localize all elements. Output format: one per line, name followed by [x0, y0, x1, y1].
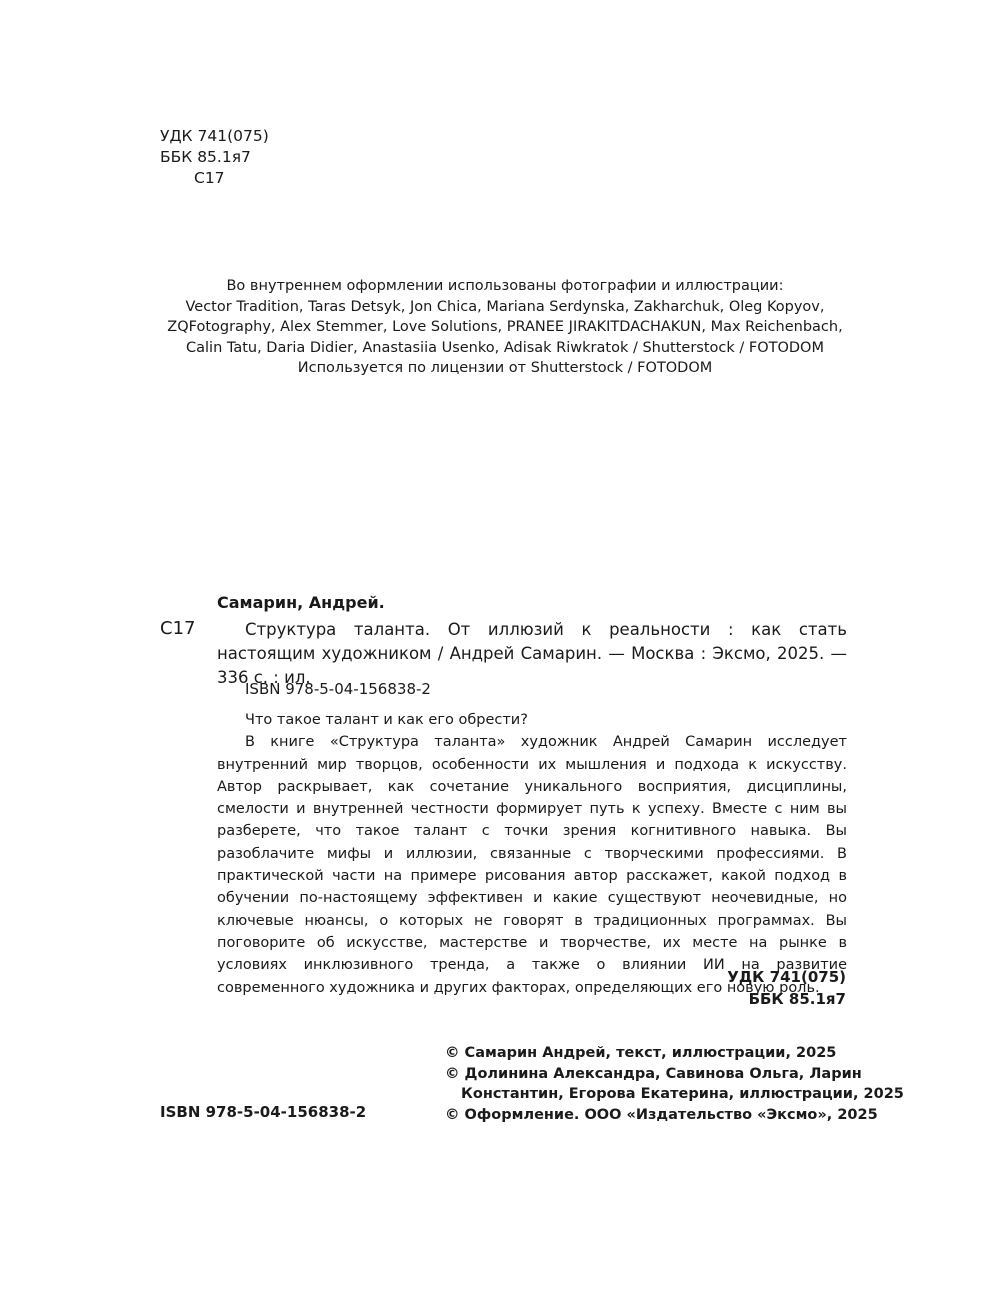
classification-codes-bottom [600, 966, 846, 1010]
credits-line: ZQFotography, Alex Stemmer, Love Solutions, PRANEE JIRAKITDACHAKUN, Max Reichenbach, [167, 319, 843, 335]
author-name: Самарин, Андрей. [217, 593, 385, 612]
copyright-block [445, 1043, 904, 1125]
cutter-code: С17 [194, 169, 225, 187]
udk-code: УДК 741(075) [160, 127, 269, 145]
udk-code-bottom: УДК 741(075) [727, 968, 846, 986]
copyright-line-continued: Константин, Егорова Екатерина, иллюстрации, 2025 [461, 1086, 904, 1102]
annotation-body: В книге «Структура таланта» художник Андрей Самарин исследует внутренний мир творцов, особенности их мышления и подхода к искусству. Автор раскрывает, как сочетание уникального восприятия, дисциплины, смелости и внутренней честности формирует путь к успеху. Вместе с ним вы разберете, что такое талант с точки зрения когнитивного навыка. Вы разоблачите мифы и иллюзии, связанные с творческими профессиями. В практической части на примере рисования автор расскажет, какой подход в обучении по-настоящему эффективен и какие существуют неочевидные, но ключевые нюансы, о которых не говорят в традиционных программах. Вы поговорите об искусстве, мастерстве и творчестве, их месте на рынке в условиях инклюзивного тренда, а также о влиянии ИИ на развитие современного художника и других факторах, определяющих его новую роль. [217, 734, 847, 996]
cutter-mark: С17 [160, 618, 196, 639]
bottom-isbn: ISBN 978-5-04-156838-2 [160, 1103, 367, 1121]
copyright-line: © Оформление. ООО «Издательство «Эксмо», 2025 [445, 1106, 878, 1123]
entry-isbn: ISBN 978-5-04-156838-2 [245, 680, 431, 698]
credits-line: Во внутреннем оформлении использованы фотографии и иллюстрации: [226, 278, 784, 294]
bbk-code-bottom: ББК 85.1я7 [748, 990, 846, 1008]
classification-codes-top [160, 126, 269, 189]
copyright-line: © Долинина Александра, Савинова Ольга, Ларин [445, 1065, 862, 1082]
annotation [217, 709, 847, 999]
credits-line: Vector Tradition, Taras Detsyk, Jon Chica, Mariana Serdynska, Zakharchuk, Oleg Kopyov, [185, 298, 825, 315]
credits-line: Calin Tatu, Daria Didier, Anastasiia Usenko, Adisak Riwkratok / Shutterstock / FOTODOM [186, 339, 824, 356]
bbk-code: ББК 85.1я7 [160, 148, 251, 166]
photo-credits [150, 276, 860, 379]
copyright-line: © Самарин Андрей, текст, иллюстрации, 2025 [445, 1045, 837, 1061]
annotation-question: Что такое талант и как его обрести? [245, 712, 528, 728]
bibliographic-title: Структура таланта. От иллюзий к реальности : как стать настоящим художником / Андрей Самарин. — Москва : Эксмо, 2025. — 336 с. : ил. [217, 620, 847, 687]
credits-line: Используется по лицензии от Shutterstock / FOTODOM [297, 360, 713, 376]
